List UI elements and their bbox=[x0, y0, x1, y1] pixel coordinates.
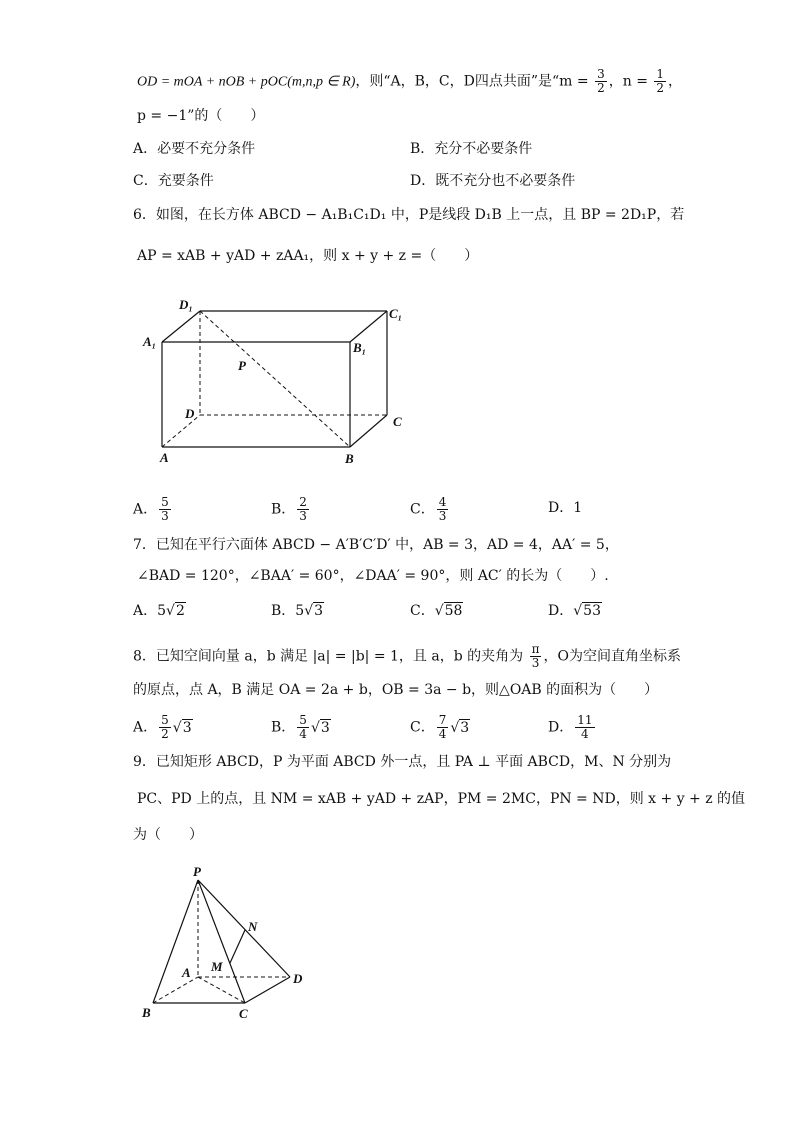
q5-line2: p = −1”的（ ） bbox=[137, 108, 265, 124]
label-c1: C₁ bbox=[389, 306, 403, 321]
segment-d1b bbox=[200, 311, 350, 447]
q8-option-b: B． $\frac{5}{4}$ √3 bbox=[271, 713, 330, 741]
q7-stem-line1: 7．已知在平行六面体 ABCD − A′B′C′D′ 中，AB = 3，AD = 4，AA′ = 5， bbox=[133, 537, 619, 553]
q9-stem-line2: PC、PD 上的点，且 NM = xAB + yAD + zAP，PM = 2MC，PN = ND，则 x + y + z 的值 bbox=[137, 791, 746, 807]
label-c: C bbox=[239, 1006, 248, 1021]
q5-line1: OD = mOA + nOB + pOC(m,n,p ∈ R)，则“A，B，C，D四点共面”是“m = $\frac{3}{2}$ ，n = $\frac{1}{2}$ ， bbox=[137, 67, 683, 95]
q6-cuboid-figure bbox=[135, 290, 415, 475]
q7-option-d: D．√53 bbox=[548, 603, 601, 619]
edge-ab-hidden bbox=[153, 977, 198, 1003]
q9-stem-line3: 为（ ） bbox=[133, 827, 203, 843]
q7-stem-line2: ∠BAD = 120°，∠BAA′ = 60°，∠DAA′ = 90°，则 AC′ 的长为（ ）. bbox=[137, 568, 609, 584]
q7-option-a: A．5√2 bbox=[133, 603, 185, 619]
label-a: A bbox=[160, 450, 169, 465]
label-a: A bbox=[182, 965, 191, 980]
label-d: D bbox=[293, 971, 303, 986]
q8-option-c: C． $\frac{7}{4}$ √3 bbox=[410, 713, 470, 741]
q5-condition-text: ，则“A，B，C，D四点共面”是“m = bbox=[355, 73, 589, 90]
label-p: P bbox=[193, 864, 201, 879]
q6-stem-line1: 6．如图，在长方体 ABCD − A₁B₁C₁D₁ 中，P是线段 D₁B 上一点，且 BP = 2D₁P，若 bbox=[133, 207, 685, 223]
edge-pb bbox=[153, 880, 198, 1003]
q9-stem-line1: 9．已知矩形 ABCD，P 为平面 ABCD 外一点，且 PA ⊥ 平面 ABCD，M、N 分别为 bbox=[133, 754, 672, 770]
label-n: N bbox=[248, 919, 258, 934]
q6-option-c: C． $\frac{4}{3}$ bbox=[410, 495, 447, 523]
q6-stem-line2: AP = xAB + yAD + zAA₁，则 x + y + z =（ ） bbox=[137, 248, 479, 264]
edge-b1c1 bbox=[350, 311, 387, 342]
q8-stem-line1: 8．已知空间向量 a，b 满足 |a| = |b| = 1，且 a，b 的夹角为 $\frac{\pi}{3}$ ，O为空间直角坐标系 bbox=[133, 642, 681, 670]
segment-nm bbox=[230, 930, 245, 963]
q6-option-a: A． $\frac{5}{3}$ bbox=[133, 495, 169, 523]
label-b1: B₁ bbox=[353, 340, 367, 355]
q5-option-b: B．充分不必要条件 bbox=[410, 141, 533, 157]
label-d1: D₁ bbox=[179, 297, 193, 312]
q7-option-c: C．√58 bbox=[410, 603, 463, 619]
label-p: P bbox=[238, 358, 246, 373]
q5-n-text: ，n = bbox=[608, 73, 648, 90]
label-b: B bbox=[142, 1005, 151, 1020]
label-a1: A₁ bbox=[143, 334, 157, 349]
q6-option-d: D．1 bbox=[548, 500, 583, 516]
edge-a1d1 bbox=[162, 311, 200, 342]
q5-vector-equation: OD = mOA + nOB + pOC(m,n,p ∈ R) bbox=[137, 74, 356, 90]
q5-option-c: C．充要条件 bbox=[133, 173, 214, 189]
q5-m-fraction: $\frac{3}{2}$ bbox=[597, 67, 605, 95]
q5-option-a: A．必要不充分条件 bbox=[133, 141, 256, 157]
q5-option-d: D．既不充分也不必要条件 bbox=[410, 173, 576, 189]
label-c: C bbox=[393, 414, 402, 429]
q6-option-b: B． $\frac{2}{3}$ bbox=[271, 495, 307, 523]
q8-stem-line2: 的原点，点 A，B 满足 OA = 2a + b，OB = 3a − b，则△OAB 的面积为（ ） bbox=[133, 682, 659, 698]
edge-pc bbox=[198, 880, 245, 1003]
q9-pyramid-figure bbox=[135, 860, 335, 1030]
label-b: B bbox=[345, 451, 354, 466]
q8-option-d: D． $\frac{11}{4}$ bbox=[548, 713, 593, 741]
q8-angle-fraction: $\frac{\pi}{3}$ bbox=[531, 642, 540, 670]
q8-option-a: A． $\frac{5}{2}$ √3 bbox=[133, 713, 192, 741]
q7-option-b: B．5√3 bbox=[271, 603, 324, 619]
label-d: D bbox=[185, 406, 195, 421]
label-m: M bbox=[211, 959, 223, 974]
edge-cd bbox=[245, 977, 290, 1003]
edge-bc bbox=[350, 415, 387, 447]
q5-n-fraction: $\frac{1}{2}$ bbox=[656, 67, 665, 95]
diag-ac-hidden bbox=[198, 977, 245, 1003]
